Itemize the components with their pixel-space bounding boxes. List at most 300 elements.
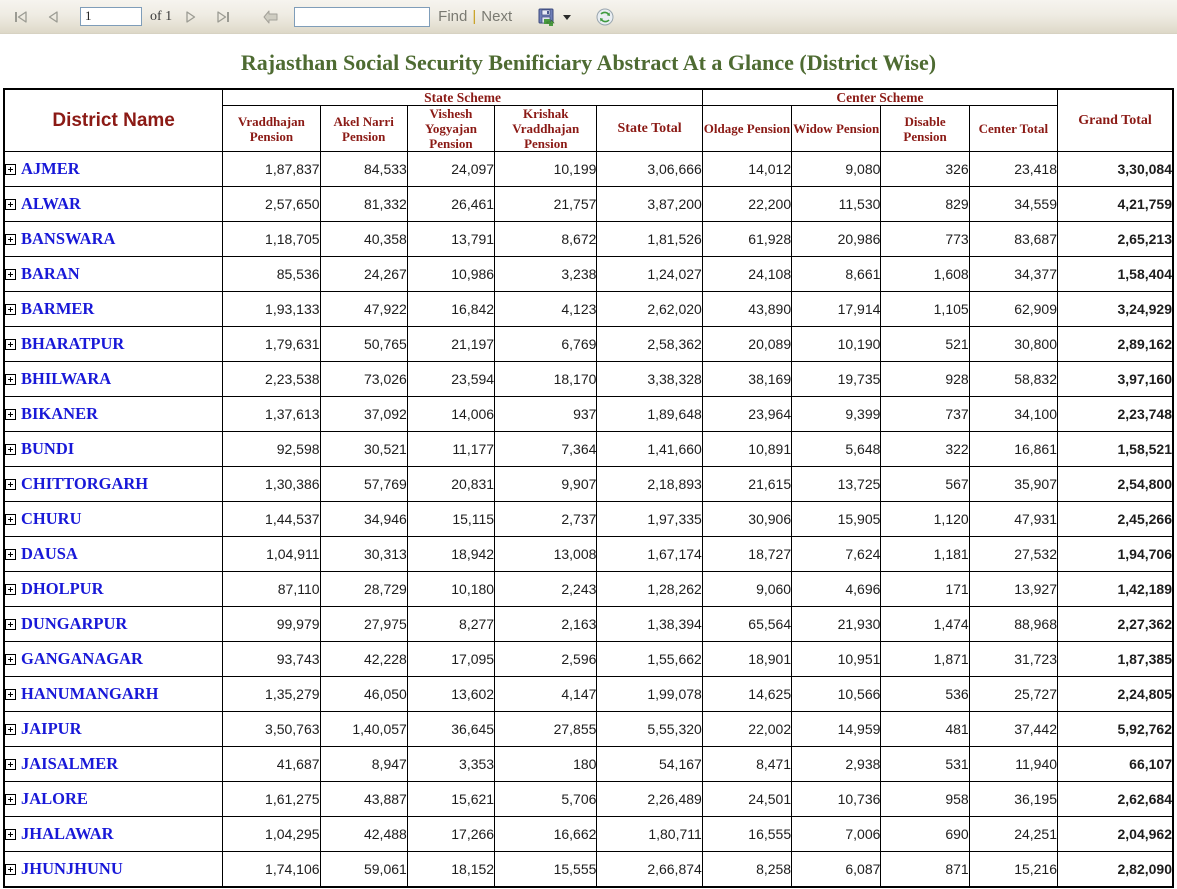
cell-value: 8,277 [407, 607, 494, 642]
district-cell [4, 327, 223, 362]
cell-value: 27,855 [495, 712, 597, 747]
cell-value: 14,012 [702, 152, 791, 187]
table-row [4, 292, 1173, 327]
cell-grand-total: 1,42,189 [1058, 572, 1173, 607]
cell-value: 1,38,394 [597, 607, 702, 642]
cell-grand-total: 2,04,962 [1058, 817, 1173, 852]
cell-value: 937 [495, 397, 597, 432]
cell-value: 18,942 [407, 537, 494, 572]
cell-value: 2,938 [792, 747, 881, 782]
cell-grand-total: 2,89,162 [1058, 327, 1173, 362]
expand-plus-icon[interactable] [5, 234, 16, 245]
cell-grand-total: 2,62,684 [1058, 782, 1173, 817]
column-group-center-scheme: Center Scheme [702, 89, 1057, 106]
cell-value: 1,24,027 [597, 257, 702, 292]
cell-value: 9,399 [792, 397, 881, 432]
column-header-grand-total: Grand Total [1058, 89, 1173, 152]
district-name-link[interactable]: JAISALMER [21, 754, 119, 773]
column-header-district-name: District Name [4, 89, 223, 152]
cell-value: 8,471 [702, 747, 791, 782]
cell-value: 42,228 [320, 642, 407, 677]
cell-value: 8,672 [495, 222, 597, 257]
cell-value: 20,089 [702, 327, 791, 362]
cell-value: 1,97,335 [597, 502, 702, 537]
cell-value: 11,177 [407, 432, 494, 467]
cell-value: 737 [881, 397, 969, 432]
expand-plus-icon[interactable] [5, 584, 16, 595]
cell-value: 1,04,295 [223, 817, 320, 852]
cell-value: 22,002 [702, 712, 791, 747]
cell-value: 19,735 [792, 362, 881, 397]
cell-value: 3,87,200 [597, 187, 702, 222]
expand-plus-icon[interactable] [5, 269, 16, 280]
cell-value: 9,907 [495, 467, 597, 502]
cell-value: 50,765 [320, 327, 407, 362]
district-name-link[interactable]: BANSWARA [21, 229, 116, 248]
district-name-link[interactable]: ALWAR [21, 194, 81, 213]
cell-value: 24,108 [702, 257, 791, 292]
table-row [4, 852, 1173, 888]
cell-value: 16,555 [702, 817, 791, 852]
cell-grand-total: 66,107 [1058, 747, 1173, 782]
cell-value: 4,696 [792, 572, 881, 607]
cell-value: 21,757 [495, 187, 597, 222]
refresh-icon[interactable] [592, 4, 618, 30]
cell-grand-total: 4,21,759 [1058, 187, 1173, 222]
expand-plus-icon[interactable] [5, 654, 16, 665]
find-next-separator: | [472, 8, 477, 25]
cell-value: 7,006 [792, 817, 881, 852]
district-name-link[interactable]: BARAN [21, 264, 80, 283]
expand-plus-icon[interactable] [5, 199, 16, 210]
cell-value: 1,55,662 [597, 642, 702, 677]
table-row [4, 572, 1173, 607]
expand-plus-icon[interactable] [5, 829, 16, 840]
cell-value: 531 [881, 747, 969, 782]
cell-value: 46,050 [320, 677, 407, 712]
district-name-link[interactable]: BHARATPUR [21, 334, 125, 353]
cell-value: 25,727 [969, 677, 1057, 712]
cell-value: 16,861 [969, 432, 1057, 467]
cell-value: 1,87,837 [223, 152, 320, 187]
district-cell [4, 817, 223, 852]
table-row [4, 327, 1173, 362]
cell-value: 30,800 [969, 327, 1057, 362]
cell-value: 536 [881, 677, 969, 712]
cell-value: 1,35,279 [223, 677, 320, 712]
district-cell [4, 607, 223, 642]
table-row [4, 642, 1173, 677]
district-cell [4, 747, 223, 782]
district-name-link[interactable]: CHITTORGARH [21, 474, 149, 493]
column-header-vraddhajan-pension: Vraddhajan Pension [223, 106, 320, 152]
cell-value: 22,200 [702, 187, 791, 222]
cell-value: 13,602 [407, 677, 494, 712]
cell-value: 326 [881, 152, 969, 187]
cell-value: 171 [881, 572, 969, 607]
district-cell [4, 502, 223, 537]
cell-value: 20,986 [792, 222, 881, 257]
cell-value: 8,258 [702, 852, 791, 888]
cell-value: 10,566 [792, 677, 881, 712]
cell-value: 2,243 [495, 572, 597, 607]
cell-value: 24,251 [969, 817, 1057, 852]
cell-value: 15,115 [407, 502, 494, 537]
expand-plus-icon[interactable] [5, 759, 16, 770]
cell-value: 958 [881, 782, 969, 817]
expand-plus-icon[interactable] [5, 479, 16, 490]
district-name-link[interactable]: DHOLPUR [21, 579, 104, 598]
column-header-disable-pension: Disable Pension [881, 106, 969, 152]
cell-value: 99,979 [223, 607, 320, 642]
cell-value: 11,530 [792, 187, 881, 222]
cell-value: 27,975 [320, 607, 407, 642]
cell-value: 21,615 [702, 467, 791, 502]
table-row [4, 607, 1173, 642]
district-cell [4, 257, 223, 292]
cell-value: 15,555 [495, 852, 597, 888]
cell-grand-total: 1,58,404 [1058, 257, 1173, 292]
column-header-widow-pension: Widow Pension [792, 106, 881, 152]
cell-grand-total: 1,94,706 [1058, 537, 1173, 572]
next-page-icon[interactable] [178, 4, 204, 30]
column-header-akel-narri-pension: Akel Narri Pension [320, 106, 407, 152]
cell-value: 38,169 [702, 362, 791, 397]
cell-value: 37,092 [320, 397, 407, 432]
cell-value: 6,087 [792, 852, 881, 888]
district-name-link[interactable]: CHURU [21, 509, 82, 528]
cell-value: 928 [881, 362, 969, 397]
cell-value: 5,55,320 [597, 712, 702, 747]
cell-value: 57,769 [320, 467, 407, 502]
cell-value: 1,608 [881, 257, 969, 292]
cell-value: 9,060 [702, 572, 791, 607]
cell-value: 13,008 [495, 537, 597, 572]
cell-value: 35,907 [969, 467, 1057, 502]
cell-value: 21,930 [792, 607, 881, 642]
cell-value: 1,40,057 [320, 712, 407, 747]
report-table-body [4, 152, 1173, 888]
cell-value: 3,238 [495, 257, 597, 292]
cell-value: 2,58,362 [597, 327, 702, 362]
cell-value: 1,181 [881, 537, 969, 572]
cell-value: 1,120 [881, 502, 969, 537]
district-cell [4, 397, 223, 432]
expand-plus-icon[interactable] [5, 304, 16, 315]
table-row [4, 187, 1173, 222]
expand-plus-icon[interactable] [5, 374, 16, 385]
cell-value: 1,79,631 [223, 327, 320, 362]
district-cell [4, 222, 223, 257]
expand-plus-icon[interactable] [5, 514, 16, 525]
district-cell [4, 362, 223, 397]
cell-grand-total: 3,30,084 [1058, 152, 1173, 187]
cell-value: 567 [881, 467, 969, 502]
district-cell [4, 292, 223, 327]
district-name-link[interactable]: HANUMANGARH [21, 684, 159, 703]
district-name-link[interactable]: JHUNJHUNU [21, 859, 123, 878]
cell-value: 92,598 [223, 432, 320, 467]
district-name-link[interactable]: AJMER [21, 159, 80, 178]
district-cell [4, 187, 223, 222]
cell-value: 58,832 [969, 362, 1057, 397]
district-cell [4, 537, 223, 572]
cell-value: 1,67,174 [597, 537, 702, 572]
cell-value: 23,418 [969, 152, 1057, 187]
cell-value: 40,358 [320, 222, 407, 257]
cell-value: 36,645 [407, 712, 494, 747]
table-row [4, 432, 1173, 467]
cell-value: 23,964 [702, 397, 791, 432]
table-row [4, 467, 1173, 502]
cell-value: 84,533 [320, 152, 407, 187]
expand-plus-icon[interactable] [5, 444, 16, 455]
cell-value: 21,197 [407, 327, 494, 362]
column-header-center-total: Center Total [969, 106, 1057, 152]
cell-value: 17,266 [407, 817, 494, 852]
column-header-oldage-pension: Oldage Pension [702, 106, 791, 152]
cell-value: 3,06,666 [597, 152, 702, 187]
table-row [4, 222, 1173, 257]
cell-value: 13,927 [969, 572, 1057, 607]
district-name-link[interactable]: BARMER [21, 299, 95, 318]
expand-plus-icon[interactable] [5, 864, 16, 875]
search-input[interactable] [294, 7, 430, 27]
cell-value: 5,648 [792, 432, 881, 467]
district-name-link[interactable]: BIKANER [21, 404, 99, 423]
cell-value: 34,559 [969, 187, 1057, 222]
cell-value: 10,951 [792, 642, 881, 677]
cell-value: 28,729 [320, 572, 407, 607]
cell-value: 180 [495, 747, 597, 782]
cell-value: 4,147 [495, 677, 597, 712]
cell-value: 34,946 [320, 502, 407, 537]
column-group-state-scheme: State Scheme [223, 89, 703, 106]
page-number-input[interactable] [80, 7, 142, 26]
table-row [4, 537, 1173, 572]
cell-value: 93,743 [223, 642, 320, 677]
expand-plus-icon[interactable] [5, 339, 16, 350]
column-header-state-total: State Total [597, 106, 702, 152]
district-name-link[interactable]: BUNDI [21, 439, 75, 458]
previous-page-icon[interactable] [40, 4, 66, 30]
cell-value: 1,99,078 [597, 677, 702, 712]
cell-value: 14,625 [702, 677, 791, 712]
cell-value: 10,190 [792, 327, 881, 362]
cell-value: 26,461 [407, 187, 494, 222]
cell-value: 3,38,328 [597, 362, 702, 397]
column-header-krishak-vraddhajan-pension: Krishak Vraddhajan Pension [495, 106, 597, 152]
district-cell [4, 432, 223, 467]
district-cell [4, 152, 223, 187]
chevron-down-icon[interactable] [560, 4, 574, 30]
cell-value: 1,04,911 [223, 537, 320, 572]
find-next-button[interactable]: Next [481, 8, 513, 25]
report-table-scroll-area[interactable] [0, 88, 1177, 878]
cell-value: 65,564 [702, 607, 791, 642]
cell-value: 8,661 [792, 257, 881, 292]
cell-value: 10,986 [407, 257, 494, 292]
last-page-icon[interactable] [210, 4, 236, 30]
cell-value: 4,123 [495, 292, 597, 327]
cell-value: 1,61,275 [223, 782, 320, 817]
cell-value: 3,50,763 [223, 712, 320, 747]
cell-value: 2,62,020 [597, 292, 702, 327]
header-row-groups [4, 89, 1173, 106]
cell-value: 2,163 [495, 607, 597, 642]
page-count-label: of 1 [150, 8, 173, 24]
cell-value: 17,914 [792, 292, 881, 327]
cell-grand-total: 3,24,929 [1058, 292, 1173, 327]
cell-value: 1,41,660 [597, 432, 702, 467]
cell-value: 83,687 [969, 222, 1057, 257]
find-button[interactable]: Find [438, 8, 468, 25]
cell-value: 1,105 [881, 292, 969, 327]
cell-value: 1,89,648 [597, 397, 702, 432]
district-name-link[interactable]: JAIPUR [21, 719, 82, 738]
first-page-icon[interactable] [8, 4, 34, 30]
cell-value: 14,959 [792, 712, 881, 747]
cell-value: 18,727 [702, 537, 791, 572]
cell-value: 30,521 [320, 432, 407, 467]
cell-value: 6,769 [495, 327, 597, 362]
table-row [4, 817, 1173, 852]
cell-value: 34,100 [969, 397, 1057, 432]
cell-value: 2,26,489 [597, 782, 702, 817]
cell-value: 11,940 [969, 747, 1057, 782]
cell-value: 24,097 [407, 152, 494, 187]
cell-value: 1,28,262 [597, 572, 702, 607]
cell-value: 61,928 [702, 222, 791, 257]
back-arrow-icon[interactable] [258, 4, 284, 30]
table-row [4, 502, 1173, 537]
district-name-link[interactable]: JALORE [21, 789, 88, 808]
cell-value: 1,44,537 [223, 502, 320, 537]
page-title: Rajasthan Social Security Benificiary Abstract At a Glance (District Wise) [240, 50, 937, 75]
district-name-link[interactable]: DAUSA [21, 544, 78, 563]
cell-value: 13,725 [792, 467, 881, 502]
cell-value: 10,199 [495, 152, 597, 187]
cell-value: 36,195 [969, 782, 1057, 817]
district-cell [4, 712, 223, 747]
district-name-link[interactable]: BHILWARA [21, 369, 112, 388]
cell-value: 2,57,650 [223, 187, 320, 222]
district-name-link[interactable]: GANGANAGAR [21, 649, 143, 668]
expand-plus-icon[interactable] [5, 724, 16, 735]
table-row [4, 397, 1173, 432]
cell-value: 43,890 [702, 292, 791, 327]
district-cell [4, 467, 223, 502]
cell-grand-total: 2,23,748 [1058, 397, 1173, 432]
cell-value: 16,842 [407, 292, 494, 327]
expand-plus-icon[interactable] [5, 549, 16, 560]
cell-value: 9,080 [792, 152, 881, 187]
cell-value: 5,706 [495, 782, 597, 817]
cell-value: 30,906 [702, 502, 791, 537]
cell-grand-total: 2,45,266 [1058, 502, 1173, 537]
cell-value: 1,474 [881, 607, 969, 642]
cell-value: 322 [881, 432, 969, 467]
cell-value: 27,532 [969, 537, 1057, 572]
cell-value: 1,74,106 [223, 852, 320, 888]
district-cell [4, 642, 223, 677]
cell-grand-total: 1,87,385 [1058, 642, 1173, 677]
expand-plus-icon[interactable] [5, 794, 16, 805]
cell-grand-total: 3,97,160 [1058, 362, 1173, 397]
cell-value: 18,901 [702, 642, 791, 677]
report-table-header [4, 89, 1173, 152]
table-row [4, 712, 1173, 747]
export-save-icon[interactable] [534, 4, 560, 30]
cell-value: 20,831 [407, 467, 494, 502]
expand-plus-icon[interactable] [5, 164, 16, 175]
district-cell [4, 852, 223, 888]
district-cell [4, 782, 223, 817]
cell-grand-total: 2,24,805 [1058, 677, 1173, 712]
cell-value: 43,887 [320, 782, 407, 817]
cell-grand-total: 2,65,213 [1058, 222, 1173, 257]
cell-value: 88,968 [969, 607, 1057, 642]
cell-value: 690 [881, 817, 969, 852]
cell-value: 87,110 [223, 572, 320, 607]
report-table [3, 88, 1174, 888]
table-row [4, 677, 1173, 712]
cell-grand-total: 5,92,762 [1058, 712, 1173, 747]
cell-value: 1,18,705 [223, 222, 320, 257]
district-name-link[interactable]: JHALAWAR [21, 824, 114, 843]
cell-value: 2,23,538 [223, 362, 320, 397]
cell-value: 2,66,874 [597, 852, 702, 888]
cell-value: 24,267 [320, 257, 407, 292]
cell-value: 54,167 [597, 747, 702, 782]
cell-value: 15,621 [407, 782, 494, 817]
district-name-link[interactable]: DUNGARPUR [21, 614, 128, 633]
cell-value: 481 [881, 712, 969, 747]
expand-plus-icon[interactable] [5, 409, 16, 420]
table-row [4, 782, 1173, 817]
expand-plus-icon[interactable] [5, 689, 16, 700]
cell-value: 10,180 [407, 572, 494, 607]
cell-value: 13,791 [407, 222, 494, 257]
cell-value: 7,364 [495, 432, 597, 467]
cell-value: 17,095 [407, 642, 494, 677]
cell-value: 10,891 [702, 432, 791, 467]
column-header-vishesh-yogyajan-pension: Vishesh Yogyajan Pension [407, 106, 494, 152]
cell-value: 73,026 [320, 362, 407, 397]
cell-value: 1,37,613 [223, 397, 320, 432]
cell-value: 18,152 [407, 852, 494, 888]
expand-plus-icon[interactable] [5, 619, 16, 630]
cell-grand-total: 1,58,521 [1058, 432, 1173, 467]
cell-value: 2,737 [495, 502, 597, 537]
cell-value: 41,687 [223, 747, 320, 782]
cell-value: 81,332 [320, 187, 407, 222]
cell-value: 16,662 [495, 817, 597, 852]
cell-value: 1,30,386 [223, 467, 320, 502]
cell-value: 47,922 [320, 292, 407, 327]
cell-value: 37,442 [969, 712, 1057, 747]
cell-value: 14,006 [407, 397, 494, 432]
cell-value: 1,80,711 [597, 817, 702, 852]
cell-value: 42,488 [320, 817, 407, 852]
cell-value: 15,216 [969, 852, 1057, 888]
cell-value: 521 [881, 327, 969, 362]
cell-grand-total: 2,27,362 [1058, 607, 1173, 642]
cell-value: 1,871 [881, 642, 969, 677]
cell-value: 85,536 [223, 257, 320, 292]
cell-value: 24,501 [702, 782, 791, 817]
table-row [4, 747, 1173, 782]
